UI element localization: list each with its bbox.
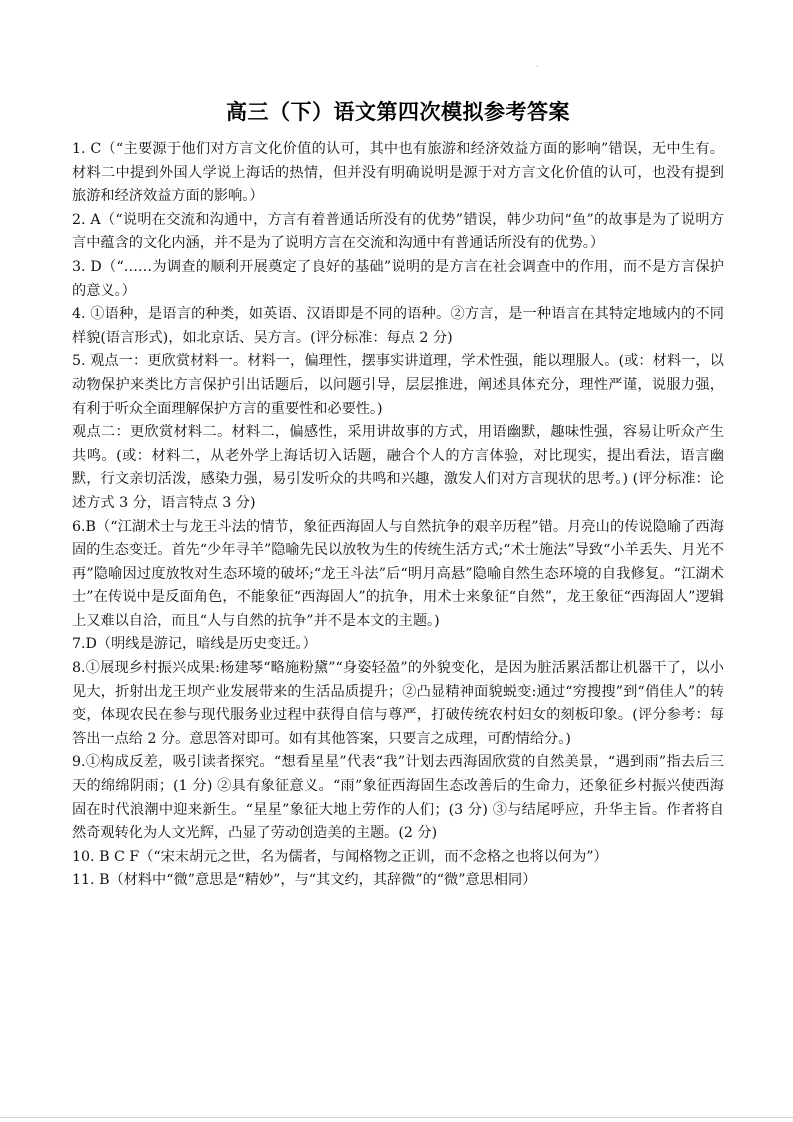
- page-title: 高三（下）语文第四次模拟参考答案: [226, 100, 570, 124]
- answer-sheet: [72, 96, 724, 893]
- answer-9: 9.①构成反差，吸引读者探究。“想看星星”代表“我”计划去西海固欣赏的自然美景，“遇到雨”指去后三天的绵绵阴雨；(1 分) ②具有象征意义。“雨”象征西海固生态改善后的生命力，还象征乡村振兴使西海固在时代浪潮中迎来新生。“星星”象征大地上劳作的人们；(3 分) ③与结尾呼应，升华主旨。作者将自然奇观转化为人文光辉，凸显了劳动创造美的主题。(2 分): [72, 754, 724, 842]
- answer-2: 2. A（“说明在交流和沟通中，方言有着普通话所没有的优势”错误，韩少功问“鱼”的故事是为了说明方言中蕴含的文化内涵，并不是为了说明方言在交流和沟通中有普通话所没有的优势。）: [72, 211, 724, 252]
- answer-list: [72, 138, 724, 893]
- answer-8: 8.①展现乡村振兴成果:杨建琴“略施粉黛”“身姿轻盈”的外貌变化，是因为脏活累活都让机器干了，以小见大，折射出龙王坝产业发展带来的生活品质提升；②凸显精神面貌蜕变:通过“穷搜搜”到“俏佳人”的转变，体现农民在参与现代服务业过程中获得自信与尊严，打破传统农村妇女的刻板印象。(评分参考：每答出一点给 2 分。意思答对即可。如有其他答案，只要言之成理，可酌情给分。): [72, 660, 724, 747]
- answer-6: 6.B（“江湖术士与龙王斗法的情节，象征西海固人与自然抗争的艰辛历程”错。月亮山的传说隐喻了西海固的生态变迁。首先“少年寻羊”隐喻先民以放牧为生的传统生活方式;“术士施法”导致“小羊丢失、月光不再”隐喻因过度放牧对生态环境的破坏;“龙王斗法”后“明月高悬”隐喻自然生态环境的自我修复。“江湖术士”在传说中是反面角色，不能象征“西海固人”的抗争，用术士来象征“自然”，龙王象征“西海固人”逻辑上又难以自洽，而且“人与自然的抗争”并不是本文的主题。): [72, 518, 724, 629]
- answer-5-viewpoint-1: 5. 观点一：更欣赏材料一。材料一，偏理性，摆事实讲道理，学术性强，能以理服人。(或：材料一，以动物保护来类比方言保护引出话题后，以问题引导，层层推进，阐述具体充分，理性严谨，说服力强，有利于听众全面理解保护方言的重要性和必要性。): [72, 353, 724, 417]
- answer-3: 3. D（“……为调查的顺利开展奠定了良好的基础”说明的是方言在社会调查中的作用，而不是方言保护的意义。）: [72, 258, 724, 299]
- answer-10: 10. B C F（“宋末胡元之世，名为儒者，与闻格物之正训，而不念格之也将以何为”）: [72, 848, 608, 865]
- answer-1: 1. C（“主要源于他们对方言文化价值的认可，其中也有旅游和经济效益方面的影响”错误，无中生有。材料二中提到外国人学说上海话的热情，但并没有明确说明是源于对方言文化价值的认可，也没有提到旅游和经济效益方面的影响。）: [72, 141, 724, 205]
- answer-7: 7.D（明线是游记，暗线是历史变迁。）: [72, 636, 317, 653]
- answer-5-viewpoint-2: 观点二：更欣赏材料二。材料二，偏感性，采用讲故事的方式，用语幽默，趣味性强，容易让听众产生共鸣。(或：材料二，从老外学上海话切入话题，融合个人的方言体验，对比现实，提出看法，语言幽默，行文亲切活泼，感染力强，易引发听众的共鸣和兴趣，激发人们对方言现状的思考。) (评分标准：论述方式 3 分，语言特点 3 分): [72, 424, 724, 511]
- page-bottom-divider: [0, 1117, 793, 1118]
- answer-4: 4. ①语种，是语言的种类，如英语、汉语即是不同的语种。②方言，是一种语言在其特定地域内的不同样貌(语言形式)，如北京话、吴方言。(评分标准：每点 2 分): [72, 306, 724, 346]
- answer-11: 11. B（材料中“微”意思是“精妙”，与“其文约，其辞微”的“微”意思相同）: [72, 872, 537, 889]
- header-mark: ·: [536, 62, 539, 71]
